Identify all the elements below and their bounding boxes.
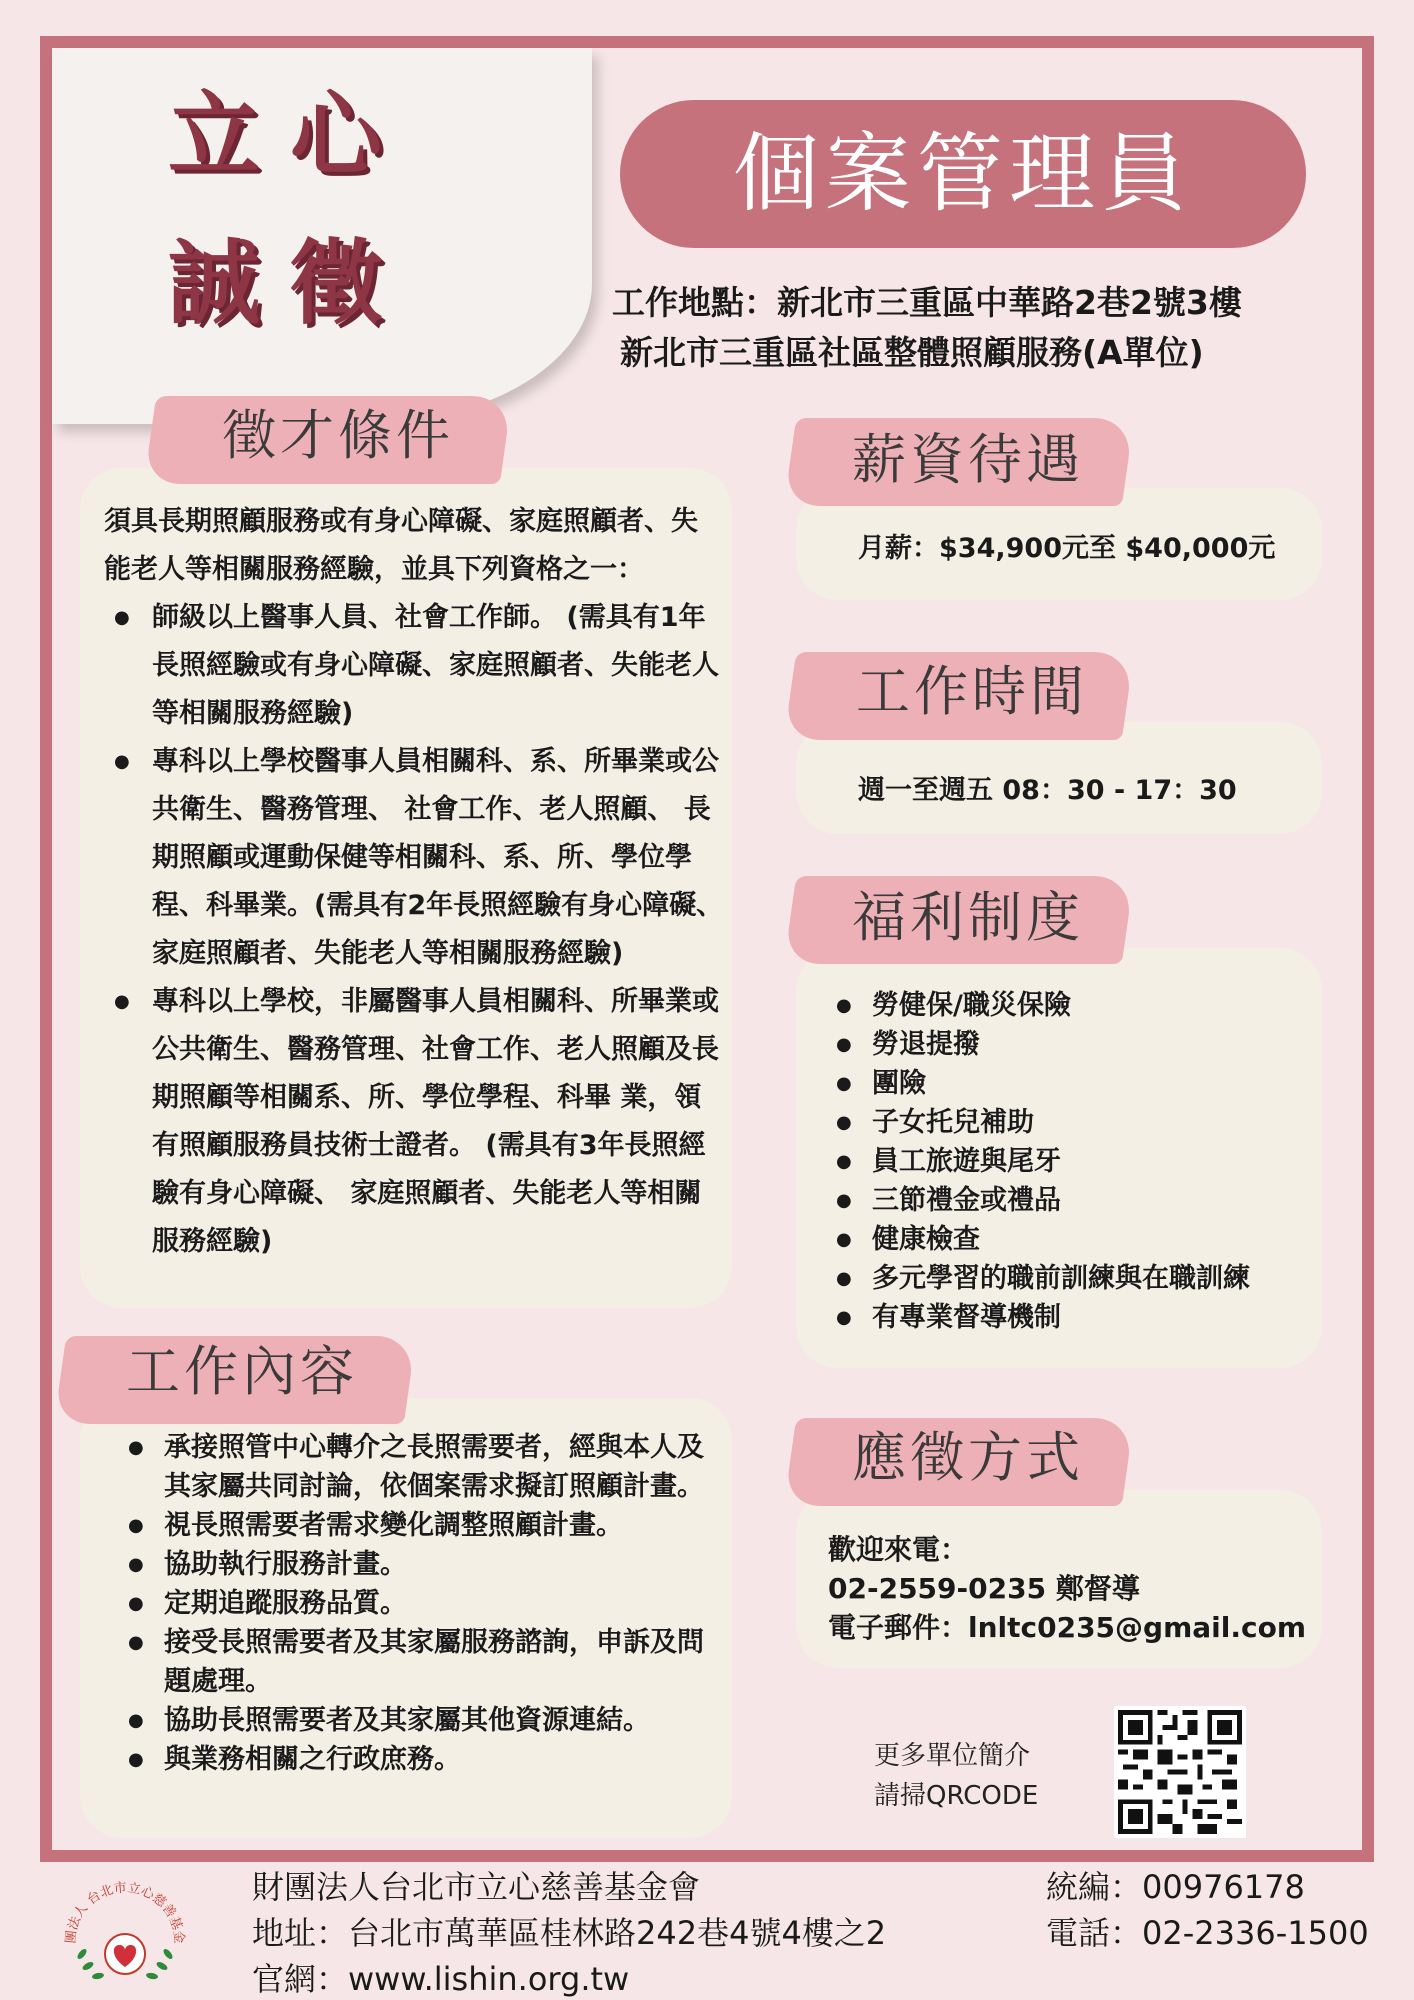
list-item: ● 勞退提撥: [836, 1025, 1250, 1064]
qr-caption: [874, 1736, 1038, 1816]
salary-value: 月薪：$34,900元至 $40,000元: [858, 533, 1276, 564]
footer-org-info: [252, 1864, 886, 2000]
qr-caption-line-1: 更多單位簡介: [874, 1741, 1031, 1771]
qr-code-icon[interactable]: [1114, 1706, 1246, 1838]
list-item: ● 師級以上醫事人員、社會工作師。 (需具有1年長照經驗或有身心障礙、家庭照顧者、失能老人等相關服務經驗): [104, 594, 724, 738]
footer-website[interactable]: 官網：www.lishin.org.tw: [252, 1960, 630, 1998]
duties-content: [128, 1428, 708, 1779]
footer-tax-id: 統編：00976178: [1046, 1868, 1305, 1906]
list-item: ● 專科以上學校，非屬醫事人員相關科、所畢業或公共衛生、醫務管理、社會工作、老人照顧及長期照顧等相關系、所、學位學程、科畢 業，領有照顧服務員技術士證者。 (需具有3年長照經驗有身心障礙、 家庭照顧者、失能老人等相關服務經驗): [104, 978, 724, 1266]
benefits-list: [836, 986, 1250, 1337]
foundation-logo: [50, 1872, 200, 1992]
list-item: ● 員工旅遊與尾牙: [836, 1142, 1250, 1181]
apply-phone[interactable]: 02-2559-0235 鄭督導: [828, 1572, 1140, 1605]
logo-text: 團法人 台北市立心慈善基金: [63, 1880, 187, 1945]
list-item: ● 健康檢查: [836, 1220, 1250, 1259]
list-item: ● 子女托兒補助: [836, 1103, 1250, 1142]
job-title: 個案管理員: [620, 100, 1306, 248]
list-item: ● 協助執行服務計畫。: [128, 1545, 708, 1584]
list-item: ● 勞健保/職災保險: [836, 986, 1250, 1025]
work-location: [612, 278, 1352, 378]
apply-line-1: 歡迎來電：: [828, 1533, 969, 1566]
list-item: ● 三節禮金或禮品: [836, 1181, 1250, 1220]
duties-list: [128, 1428, 708, 1779]
apply-email[interactable]: 電子郵件：lnltc0235@gmail.com: [828, 1611, 1306, 1644]
work-time-value: 週一至週五 08：30 - 17：30: [858, 775, 1237, 806]
list-item: ● 協助長照需要者及其家屬其他資源連結。: [128, 1701, 708, 1740]
list-item: ● 有專業督導機制: [836, 1298, 1250, 1337]
apply-heading: 應徵方式: [852, 1426, 1084, 1489]
benefits-heading: 福利制度: [852, 886, 1084, 949]
requirements-heading: 徵才條件: [222, 404, 454, 467]
bubble-line-2: 誠徵: [168, 229, 413, 337]
apply-content: [828, 1530, 1306, 1647]
list-item: ● 團險: [836, 1064, 1250, 1103]
list-item: ● 與業務相關之行政庶務。: [128, 1740, 708, 1779]
footer-phone[interactable]: 電話：02-2336-1500: [1046, 1914, 1369, 1952]
salary-heading: 薪資待遇: [852, 428, 1084, 491]
work-time-heading: 工作時間: [856, 660, 1088, 723]
list-item: ● 專科以上學校醫事人員相關科、系、所畢業或公共衛生、醫務管理、 社會工作、老人照顧、 長期照顧或運動保健等相關科、系、所、學位學程、科畢業。(需具有2年長照經驗有身心障礙、家庭照顧者、失能老人等相關服務經驗): [104, 738, 724, 978]
list-item: ● 接受長照需要者及其家屬服務諮詢，申訴及問題處理。: [128, 1623, 708, 1701]
requirements-content: [104, 498, 724, 1266]
list-item: ● 承接照管中心轉介之長照需要者，經與本人及其家屬共同討論，依個案需求擬訂照顧計畫。: [128, 1428, 708, 1506]
footer-org-name: 財團法人台北市立心慈善基金會: [252, 1868, 701, 1906]
location-line-2: 新北市三重區社區整體照顧服務(A單位): [620, 333, 1204, 372]
bubble-line-1: 立心: [168, 81, 413, 189]
footer-address: 地址：台北市萬華區桂林路242巷4號4樓之2: [252, 1914, 887, 1952]
list-item: ● 視長照需要者需求變化調整照顧計畫。: [128, 1506, 708, 1545]
list-item: ● 多元學習的職前訓練與在職訓練: [836, 1259, 1250, 1298]
svg-text:財團法人 台北市立心慈善基金會: [50, 1872, 187, 1944]
footer-contact: [1046, 1864, 1369, 1956]
list-item: ● 定期追蹤服務品質。: [128, 1584, 708, 1623]
duties-heading: 工作內容: [126, 1340, 358, 1403]
qr-caption-line-2: 請掃QRCODE: [874, 1781, 1039, 1811]
benefits-content: [836, 986, 1250, 1337]
requirements-list: [104, 594, 724, 1266]
requirements-intro: 須具長期照顧服務或有身心障礙、家庭照顧者、失能老人等相關服務經驗，並具下列資格之一：: [104, 506, 698, 585]
location-line-1: 工作地點：新北市三重區中華路2巷2號3樓: [612, 283, 1242, 322]
